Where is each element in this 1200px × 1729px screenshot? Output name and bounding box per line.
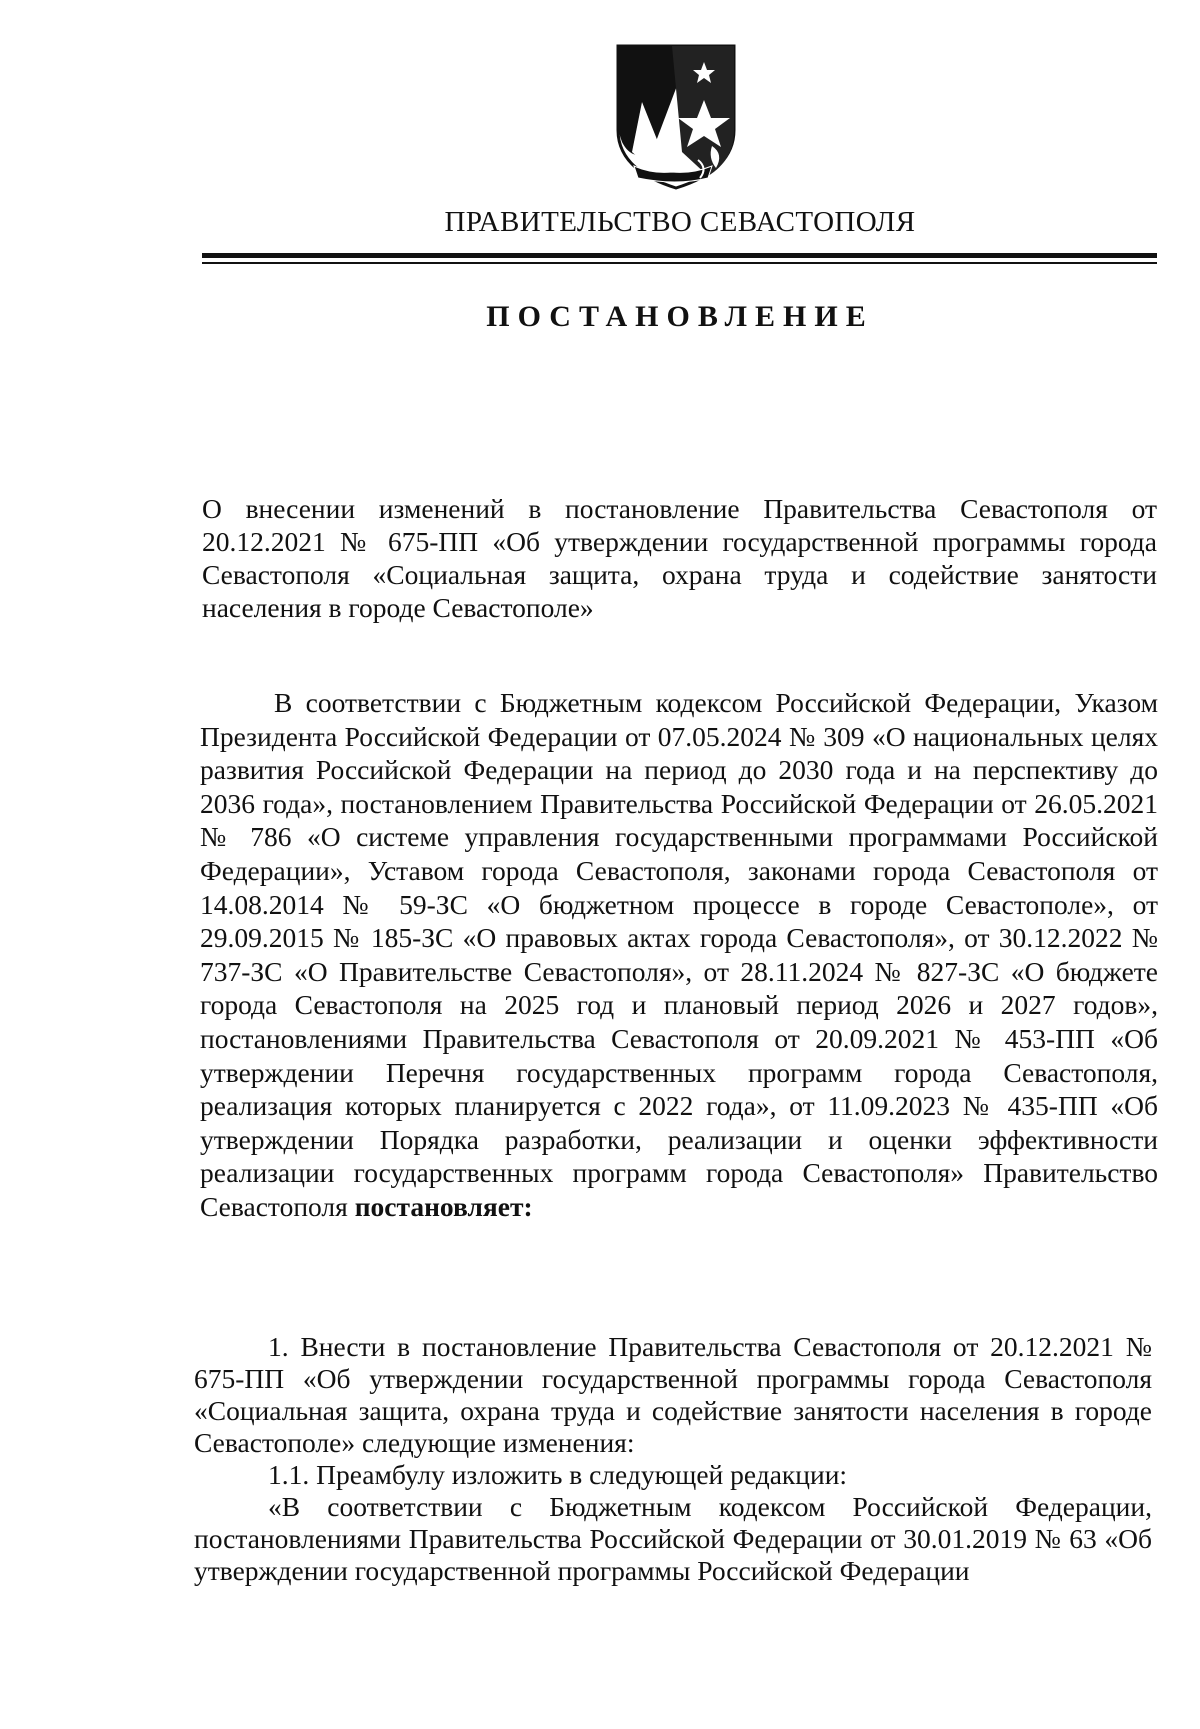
document-subject: О внесении изменений в постановление Правительства Севастополя от 20.12.2021 № 675-ПП «Об утверждении государственной программы города Севастополя «Социальная защита, охрана труда и содействие занятости населения в городе Севастополе»: [202, 493, 1157, 623]
decree-word: постановляет:: [354, 1190, 533, 1222]
decree-item: 1.1. Преамбулу изложить в следующей редакции:: [268, 1459, 848, 1490]
preamble-text: В соответствии с Бюджетным кодексом Российской Федерации, Указом Президента Российской Федерации от 07.05.2024 № 309 «О национальных целях развития Российской Федерации на период до 2030 года и на перспективу до 2036 года», постановлением Правительства Российской Федерации от 26.05.2021 № 786 «О системе управления государственными программами Российской Федерации», Уставом города Севастополя, законами города Севастополя от 14.08.2014 № 59-ЗС «О бюджетном процессе в городе Севастополе», от 29.09.2015 № 185-ЗС «О правовых актах города Севастополя», от 30.12.2022 № 737-ЗС «О Правительстве Севастополя», от 28.11.2024 № 827-ЗС «О бюджете города Севастополя на 2025 год и плановый период 2026 и 2027 годов», постановлениями Правительства Севастополя от 20.09.2021 № 453-ПП «Об утверждении Перечня государственных программ города Севастополя, реализация которых планируется с 2022 года», от 11.09.2023 № 435-ПП «Об утверждении Порядка разработки, реализации и оценки эффективности реализации государственных программ города Севастополя» Правительство Севастополя: [200, 687, 1158, 1222]
decree-item: «В соответствии с Бюджетным кодексом Российской Федерации, постановлениями Правительства Российской Федерации от 30.01.2019 № 63 «Об утверждении государственной программы Российской Федерации: [194, 1491, 1152, 1586]
header-rule-thick: [202, 253, 1157, 258]
document-type-heading: ПОСТАНОВЛЕНИЕ: [486, 300, 874, 333]
decree-item: 1. Внести в постановление Правительства Севастополя от 20.12.2021 № 675-ПП «Об утверждении государственной программы города Севастополя «Социальная защита, охрана труда и содействие занятости населения в городе Севастополе» следующие изменения:: [194, 1331, 1152, 1458]
decree-items: [194, 1331, 1152, 1587]
preamble-paragraph: [200, 686, 1158, 1224]
issuer-heading: [200, 206, 1160, 239]
organization-name: ПРАВИТЕЛЬСТВО СЕВАСТОПОЛЯ: [444, 206, 916, 238]
header-rule-thin: [202, 262, 1157, 264]
coat-of-arms-emblem: [612, 42, 740, 192]
